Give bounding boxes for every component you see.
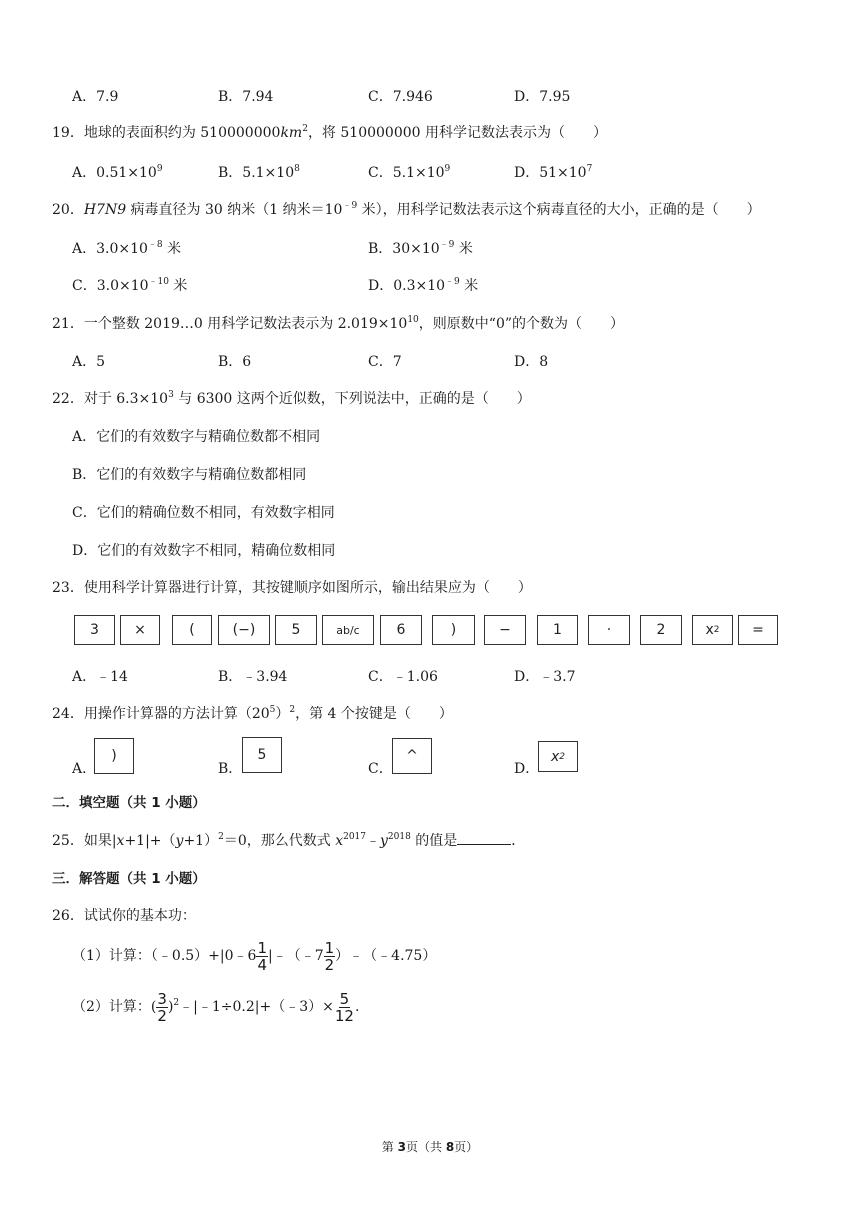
q21-stem: 21．一个整数 2019…0 用科学记数法表示为 $2.019\times 10^{10}$，则原数中“0”的个数为（ ） <box>52 315 625 332</box>
fraction: $\frac{1}{4}$ <box>257 938 267 974</box>
q20-option-d: D．$0.3\times 10^{﹣9}$ 米 <box>368 277 479 294</box>
calc-key: ab/c <box>322 615 374 645</box>
section-fill-in-heading: 二．填空题（共 1 小题） <box>52 795 206 811</box>
calc-key: 5 <box>275 615 317 645</box>
q24-option-b-key: 5 <box>242 737 282 773</box>
page-footer: 第 3页（共 8页） <box>381 1140 479 1154</box>
q25-stem: 25．如果$|x+1|+(y+1)^2=0$，那么代数式 $x^{2017}﹣y^{2018}$ 的值是 ． <box>52 832 526 849</box>
calc-key-x-squared: x 2 <box>692 615 733 645</box>
q24-option-a-key: ) <box>94 738 134 774</box>
calc-key: 3 <box>74 615 115 645</box>
q19-option-b: B．$5.1\times 10^8$ <box>218 164 300 181</box>
q22-option-b: B．它们的有效数字与精确位数都相同 <box>72 467 307 483</box>
q19-stem: 19．地球的表面积约为 $510000000km^2$，将 510000000 用科学记数法表示为（ ） <box>52 124 608 141</box>
q20-option-c: C．$3.0\times 10^{﹣10}$ 米 <box>72 277 188 294</box>
calc-key: ( <box>172 615 212 645</box>
q18-option-a: A．7.9 <box>72 89 119 105</box>
q19-option-d: D．$51\times 10^7$ <box>514 164 593 181</box>
q18-option-c: C．7.946 <box>368 89 433 105</box>
calc-key: 2 <box>640 615 682 645</box>
q26-part2: （2）计算：( $\frac{3}{2}$ )$^2$﹣|﹣1÷0.2|+（﹣3）× $\frac{5}{12}$ . <box>72 989 360 1025</box>
calc-key: − <box>484 615 526 645</box>
q24-option-a-letter: A． <box>72 761 97 777</box>
calc-key: ) <box>432 615 475 645</box>
calc-key: (−) <box>218 615 270 645</box>
q18-option-d: D．7.95 <box>514 89 571 105</box>
q24-stem: 24．用操作计算器的方法计算$(20^5)^2$，第 4 个按键是（ ） <box>52 705 453 722</box>
q20-stem: 20．H7N9 病毒直径为 30 纳米（1 纳米$=10^{﹣9}$ 米），用科学记数法表示这个病毒直径的大小，正确的是（ ） <box>52 201 761 218</box>
calc-key: 6 <box>380 615 422 645</box>
q24-option-d-key: x 2 <box>538 741 578 772</box>
q23-option-c: C．﹣1.06 <box>368 669 438 685</box>
calc-key: 1 <box>537 615 578 645</box>
q23-stem: 23．使用科学计算器进行计算，其按键顺序如图所示，输出结果应为（ ） <box>52 580 532 596</box>
q23-option-d: D．﹣3.7 <box>514 669 576 685</box>
fraction: $\frac{1}{2}$ <box>324 938 335 974</box>
q24-option-c-letter: C． <box>368 761 393 777</box>
calc-key: = <box>738 615 778 645</box>
q24-option-c-key: ^ <box>392 738 432 774</box>
fraction: $\frac{5}{12}$ <box>334 989 354 1025</box>
q23-option-a: A．﹣14 <box>72 669 128 685</box>
q22-stem: 22．对于 $6.3\times 10^3$ 与 6300 这两个近似数，下列说法中，正确的是（ ） <box>52 390 531 407</box>
section-solve-heading: 三．解答题（共 1 小题） <box>52 871 206 887</box>
q22-option-d: D．它们的有效数字不相同，精确位数相同 <box>72 543 336 559</box>
q18-option-b: B．7.94 <box>218 89 274 105</box>
answer-blank <box>457 832 511 845</box>
q22-option-a: A．它们的有效数字与精确位数都不相同 <box>72 429 321 445</box>
fraction: $\frac{3}{2}$ <box>157 989 167 1025</box>
q26-part1: （1）计算：（﹣0.5）+|0﹣6 $\frac{1}{4}$ |﹣（﹣7 $\frac{1}{2}$ ）﹣（﹣4.75） <box>72 938 437 974</box>
q21-option-b: B．6 <box>218 354 252 370</box>
q20-option-b: B．$30\times 10^{﹣9}$ 米 <box>368 240 473 257</box>
q24-option-b-letter: B． <box>218 761 243 777</box>
calc-key: × <box>120 615 160 645</box>
q21-option-c: C．7 <box>368 354 402 370</box>
q23-option-b: B．﹣3.94 <box>218 669 288 685</box>
q26-stem: 26．试试你的基本功： <box>52 908 196 924</box>
q19-option-c: C．$5.1\times 10^9$ <box>368 164 451 181</box>
calc-key: · <box>588 615 630 645</box>
q21-option-a: A．5 <box>72 354 106 370</box>
q22-option-c: C．它们的精确位数不相同，有效数字相同 <box>72 505 335 521</box>
q24-option-d-letter: D． <box>514 761 540 777</box>
q19-option-a: A．$0.51\times 10^9$ <box>72 164 163 181</box>
q20-option-a: A．$3.0\times 10^{﹣8}$ 米 <box>72 240 182 257</box>
q21-option-d: D．8 <box>514 354 549 370</box>
